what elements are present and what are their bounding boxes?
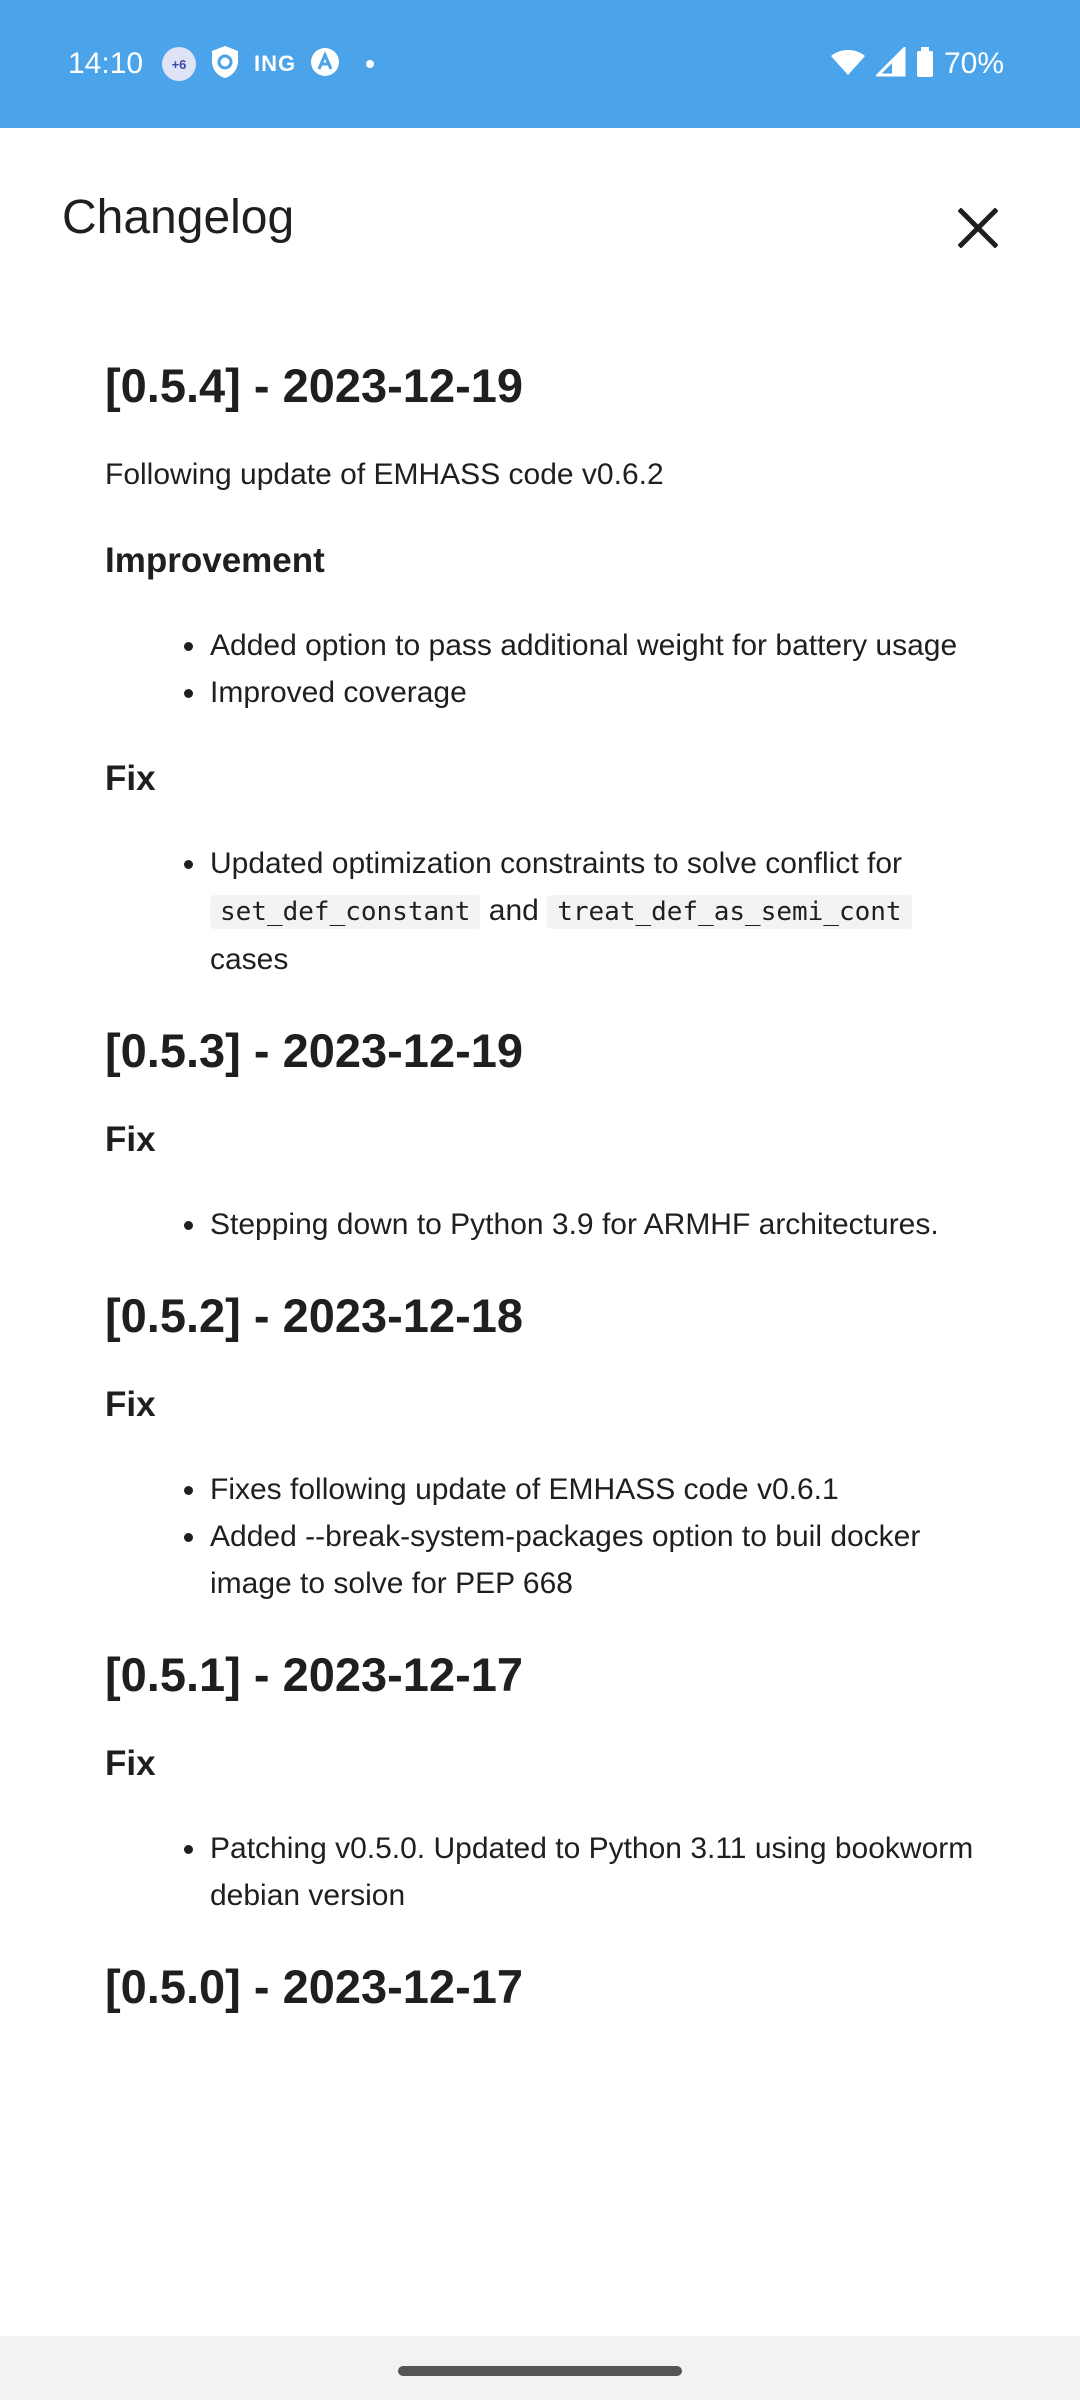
release-0-5-2 [105, 1288, 985, 1607]
release-heading: [0.5.0] - 2023-12-17 [105, 1960, 524, 2013]
changelog-content [105, 340, 985, 2053]
more-notifications-dot-icon [366, 60, 374, 68]
release-0-5-3 [105, 1023, 985, 1248]
dialog-title: Changelog [62, 191, 295, 244]
section-heading-fix: Fix [105, 1385, 156, 1424]
list-item: Added option to pass additional weight for battery usage [210, 622, 985, 669]
battery-icon [916, 47, 934, 82]
wifi-icon [830, 47, 866, 82]
section-heading-improvement: Improvement [105, 541, 325, 580]
inline-code: set_def_constant [210, 895, 480, 929]
fix-list [105, 840, 985, 983]
dialog-header [0, 128, 1080, 288]
system-icons [830, 44, 1004, 84]
cellular-signal-icon [876, 47, 906, 82]
list-item [210, 840, 985, 983]
close-button[interactable] [948, 200, 1008, 260]
release-heading: [0.5.1] - 2023-12-17 [105, 1648, 524, 1701]
home-gesture-handle[interactable] [398, 2366, 682, 2376]
release-0-5-4 [105, 358, 985, 983]
list-item: Improved coverage [210, 669, 985, 716]
app-circle-icon [310, 47, 340, 82]
fix-list [105, 1466, 985, 1607]
gesture-nav-bar [0, 2336, 1080, 2400]
status-time: 14:10 [68, 47, 144, 80]
release-heading: [0.5.2] - 2023-12-18 [105, 1289, 524, 1342]
list-item: Added --break-system-packages option to buil docker image to solve for PEP 668 [210, 1513, 985, 1607]
fix-list [105, 1201, 985, 1248]
release-0-5-1 [105, 1647, 985, 1919]
status-bar [0, 0, 1080, 128]
list-item-text: Updated optimization constraints to solve conflict for [210, 847, 903, 880]
vpn-shield-icon [210, 45, 240, 84]
release-heading: [0.5.3] - 2023-12-19 [105, 1024, 524, 1077]
notification-icons [162, 46, 374, 82]
close-icon[interactable] [958, 208, 998, 253]
section-heading-fix: Fix [105, 1744, 156, 1783]
ing-app-icon: ING [254, 51, 297, 76]
fix-list [105, 1825, 985, 1919]
list-item-text: cases [210, 943, 289, 976]
release-intro: Following update of EMHASS code v0.6.2 [105, 458, 664, 491]
release-heading: [0.5.4] - 2023-12-19 [105, 359, 524, 412]
inline-code: treat_def_as_semi_cont [547, 895, 911, 929]
notification-count-badge: +6 [162, 47, 196, 81]
section-heading-fix: Fix [105, 1120, 156, 1159]
release-0-5-0 [105, 1959, 985, 2015]
battery-percent: 70% [943, 47, 1004, 80]
list-item: Stepping down to Python 3.9 for ARMHF architectures. [210, 1201, 985, 1248]
improvement-list [105, 622, 985, 716]
section-heading-fix: Fix [105, 759, 156, 798]
list-item: Patching v0.5.0. Updated to Python 3.11 using bookworm debian version [210, 1825, 985, 1919]
list-item-text: and [488, 894, 539, 927]
list-item: Fixes following update of EMHASS code v0.6.1 [210, 1466, 985, 1513]
